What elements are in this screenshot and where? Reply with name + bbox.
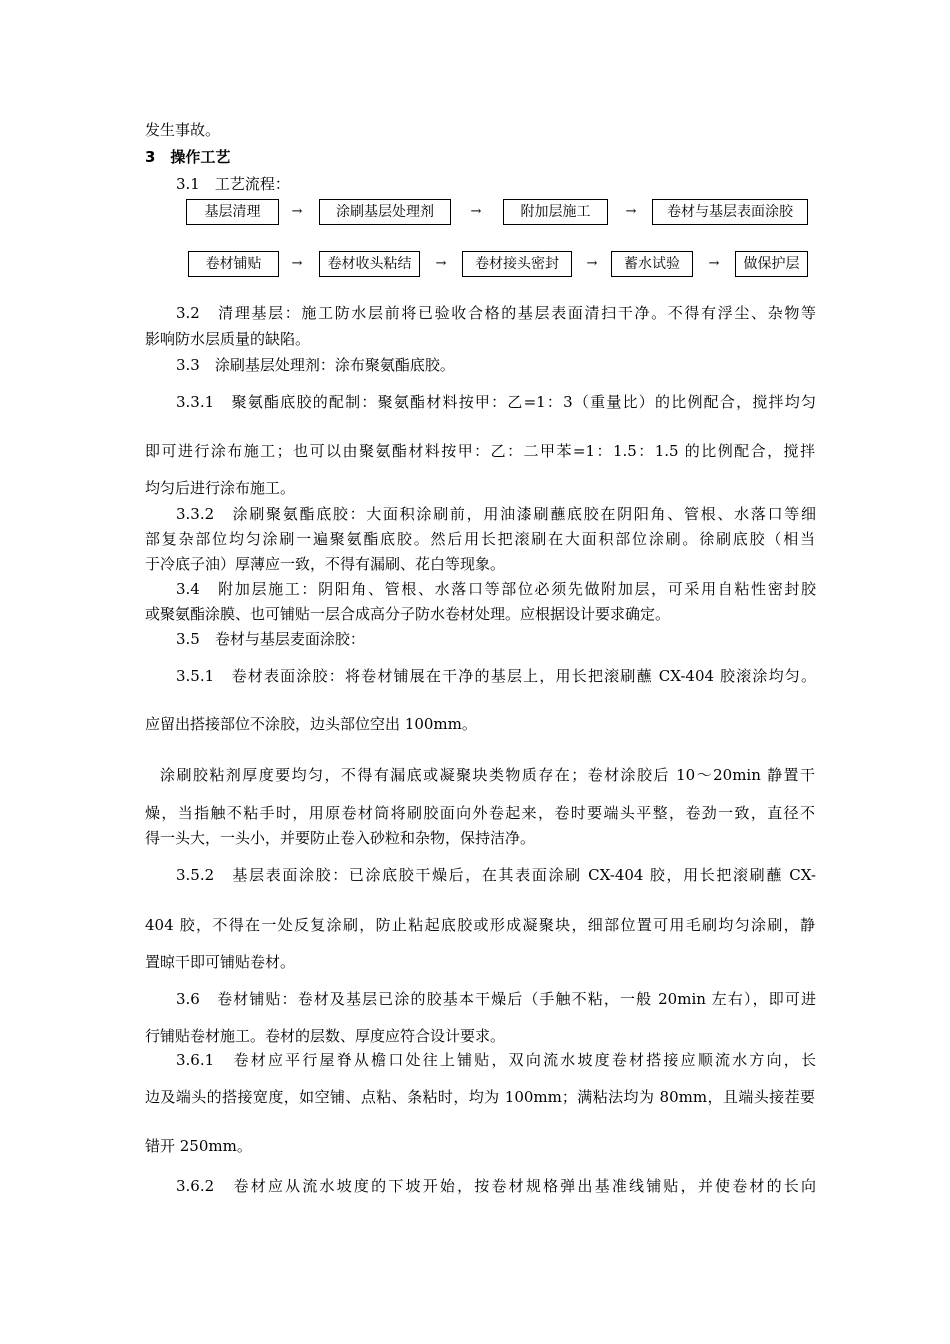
text-line: 得一头大，一头小，并要防止卷入砂粒和杂物，保持洁净。 <box>145 829 536 847</box>
arrow-icon: → <box>291 256 303 271</box>
flow-step: 蓄水试验 <box>611 251 693 277</box>
text-line: 或聚氨酯涂膜、也可铺贴一层合成高分子防水卷材处理。应根据设计要求确定。 <box>145 605 671 623</box>
section-heading: 3 操作工艺 <box>145 148 231 166</box>
text-line: 3.4 附加层施工：阴阳角、管根、水落口等部位必须先做附加层，可采用自粘性密封胶 <box>176 580 816 598</box>
text-line: 3.6.2 卷材应从流水坡度的下坡开始，按卷材规格弹出基准线铺贴，并使卷材的长向 <box>176 1177 816 1195</box>
text-line: 3.5.2 基层表面涂胶：已涂底胶干燥后，在其表面涂刷 CX-404 胶，用长把滚刷蘸 CX- <box>176 866 816 884</box>
text-line: 3.3.2 涂刷聚氨酯底胶：大面积涂刷前，用油漆刷蘸底胶在阴阳角、管根、水落口等细 <box>176 505 816 523</box>
flow-step: 卷材铺贴 <box>188 251 279 277</box>
text-line: 3.5 卷材与基层麦面涂胶： <box>176 630 365 648</box>
text-line: 燥，当指触不粘手时，用原卷材筒将刷胶面向外卷起来，卷时要端头平整，卷劲一致，直径不 <box>145 804 815 822</box>
text-line: 均匀后进行涂布施工。 <box>145 479 296 497</box>
text-line: 3.6.1 卷材应平行屋脊从檐口处往上铺贴，双向流水坡度卷材搭接应顺流水方向，长 <box>176 1051 816 1069</box>
text-line: 3.2 清理基层：施工防水层前将已验收合格的基层表面清扫干净。不得有浮尘、杂物等 <box>176 304 816 322</box>
text-line: 404 胶，不得在一处反复涂刷，防止粘起底胶或形成凝聚块，细部位置可用毛刷均匀涂刷，静 <box>145 916 815 934</box>
text-line: 3.3 涂刷基层处理剂：涂布聚氨酯底胶。 <box>176 356 455 374</box>
arrow-icon: → <box>435 256 447 271</box>
text-line: 置晾干即可铺贴卷材。 <box>145 953 296 971</box>
arrow-icon: → <box>586 256 598 271</box>
flow-step: 涂刷基层处理剂 <box>319 199 451 225</box>
text-line: 3.3.1 聚氨酯底胶的配制：聚氨酯材料按甲：乙=1：3（重量比）的比例配合，搅拌均匀 <box>176 393 816 411</box>
text-line: 错开 250mm。 <box>145 1137 252 1155</box>
text-line: 发生事故。 <box>145 121 221 139</box>
text-line: 边及端头的搭接宽度，如空铺、点粘、条粘时，均为 100mm；满粘法均为 80mm，且端头接茬要 <box>145 1088 815 1106</box>
text-line: 于冷底子油）厚薄应一致，不得有漏刷、花白等现象。 <box>145 555 506 573</box>
arrow-icon: → <box>708 256 720 271</box>
text-line: 行铺贴卷材施工。卷材的层数、厚度应符合设计要求。 <box>145 1027 506 1045</box>
flow-step: 卷材收头粘结 <box>319 251 420 277</box>
flow-step: 做保护层 <box>735 251 808 277</box>
subsection-heading: 3.1 工艺流程： <box>176 175 290 193</box>
flow-step: 卷材接头密封 <box>462 251 572 277</box>
text-line: 应留出搭接部位不涂胶，边头部位空出 100mm。 <box>145 715 477 733</box>
arrow-icon: → <box>291 204 303 219</box>
text-line: 3.5.1 卷材表面涂胶：将卷材铺展在干净的基层上，用长把滚刷蘸 CX-404 胶滚涂均匀。 <box>176 667 816 685</box>
text-line: 即可进行涂布施工；也可以由聚氨酯材料按甲：乙：二甲苯=1：1.5：1.5 的比例配合，搅拌 <box>145 442 815 460</box>
text-line: 影响防水层质量的缺陷。 <box>145 330 311 348</box>
flow-step: 基层清理 <box>186 199 279 225</box>
flow-step: 附加层施工 <box>503 199 608 225</box>
arrow-icon: → <box>470 204 482 219</box>
flow-step: 卷材与基层表面涂胶 <box>652 199 808 225</box>
text-line: 3.6 卷材铺贴：卷材及基层已涂的胶基本干燥后（手触不粘，一般 20min 左右），即可进 <box>176 990 816 1008</box>
text-line: 部复杂部位均匀涂刷一遍聚氨酯底胶。然后用长把滚刷在大面积部位涂刷。徐刷底胶（相当 <box>145 530 815 548</box>
text-line: 涂刷胶粘剂厚度要均匀，不得有漏底或凝聚块类物质存在；卷材涂胶后 10～20min 静置干 <box>160 766 815 784</box>
arrow-icon: → <box>625 204 637 219</box>
